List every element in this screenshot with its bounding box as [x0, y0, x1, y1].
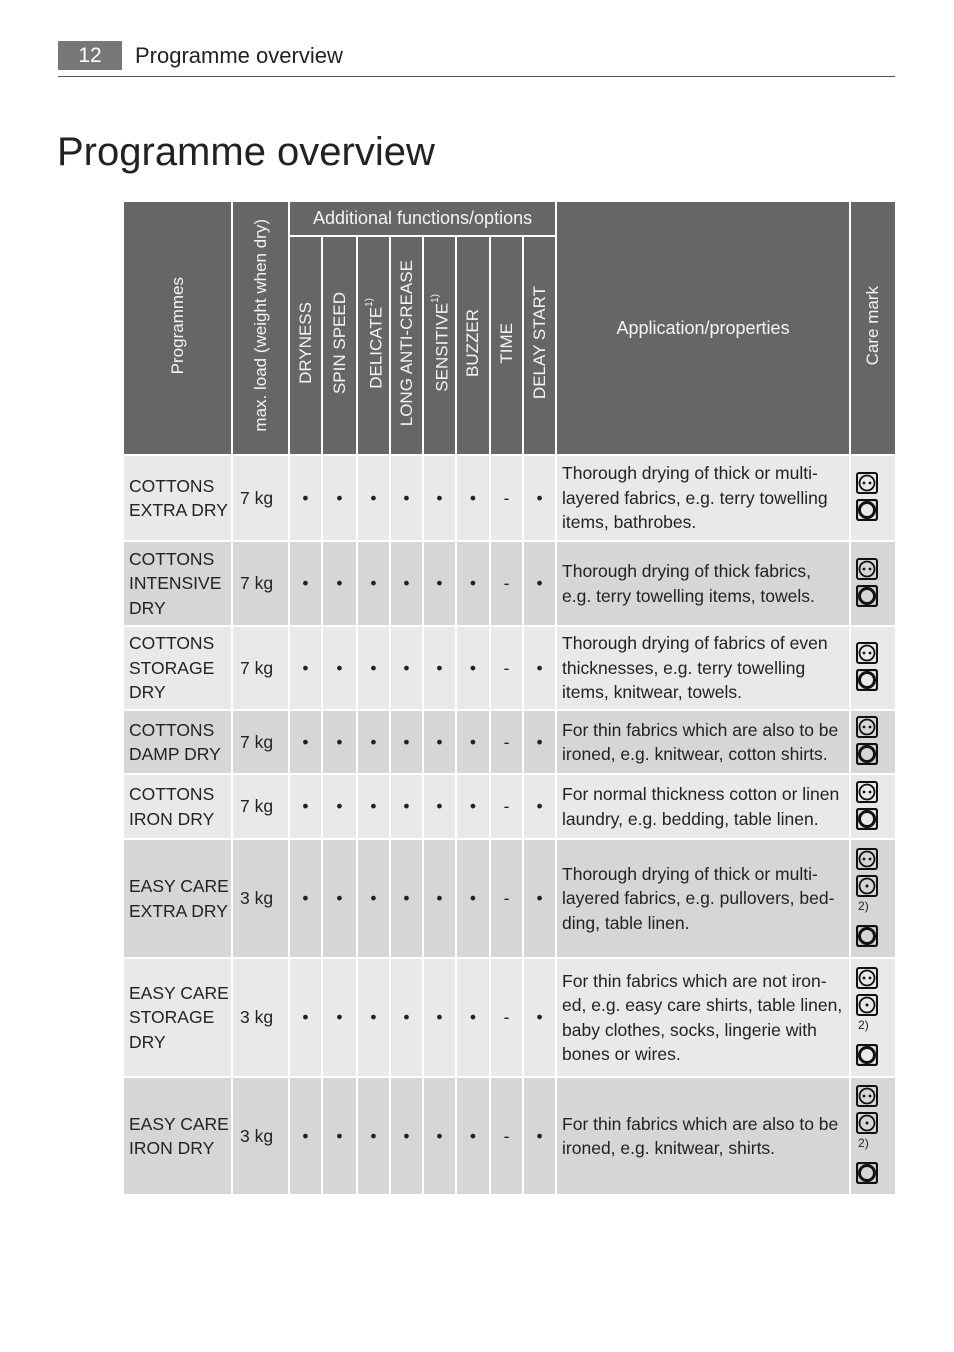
- max-load: 7 kg: [232, 626, 289, 710]
- tumble-dry-icon: [856, 808, 878, 830]
- care-footnote: 2): [858, 1136, 869, 1150]
- option-dryness-cell: •: [289, 626, 322, 710]
- programme-name-line: DRY: [129, 597, 166, 618]
- application-properties: Thorough drying of thick fabrics, e.g. terry towelling items, towels.: [556, 541, 850, 626]
- option-delicate-cell: •: [357, 839, 390, 958]
- programme-name-line: EXTRA DRY: [129, 900, 228, 921]
- tumble-dry-icon: [856, 925, 878, 947]
- tumble-dry-low-heat-icon: [856, 1112, 878, 1134]
- max-load: 3 kg: [232, 1077, 289, 1195]
- option-buzzer-cell: •: [456, 774, 490, 839]
- option-time-cell: -: [490, 1077, 523, 1195]
- option-buzzer-cell: •: [456, 958, 490, 1077]
- option-time-cell: -: [490, 710, 523, 774]
- col-header-programmes: Programmes: [123, 201, 232, 455]
- option-dryness-cell: •: [289, 710, 322, 774]
- tumble-dry-normal-heat-icon: [856, 642, 878, 664]
- option-spin-speed-cell: •: [322, 774, 357, 839]
- option-sensitive-cell: •: [423, 839, 456, 958]
- option-sensitive-cell: •: [423, 958, 456, 1077]
- option-delay-start-cell: •: [523, 774, 556, 839]
- col-header-time: TIME: [490, 236, 523, 455]
- col-header-long-anti-crease: LONG ANTI-CREASE: [390, 236, 423, 455]
- programme-name: [123, 958, 232, 1077]
- option-buzzer-cell: •: [456, 839, 490, 958]
- option-delay-start-cell: •: [523, 626, 556, 710]
- option-delicate-cell: •: [357, 455, 390, 541]
- programme-name-line: EASY CARE: [129, 982, 229, 1003]
- option-time-cell: -: [490, 455, 523, 541]
- tumble-dry-normal-heat-icon: [856, 558, 878, 580]
- col-header-spin-speed: SPIN SPEED: [322, 236, 357, 455]
- option-long-anti-crease-cell: •: [390, 710, 423, 774]
- tumble-dry-normal-heat-icon: [856, 472, 878, 494]
- tumble-dry-icon: [856, 499, 878, 521]
- max-load: 7 kg: [232, 541, 289, 626]
- programme-name: [123, 626, 232, 710]
- programme-name-line: EASY CARE: [129, 876, 229, 896]
- programme-name: [123, 774, 232, 839]
- table-row: [123, 774, 896, 839]
- option-sensitive-cell: •: [423, 541, 456, 626]
- col-header-delay-start: DELAY START: [523, 236, 556, 455]
- option-spin-speed-cell: •: [322, 839, 357, 958]
- option-delay-start-cell: •: [523, 1077, 556, 1195]
- tumble-dry-normal-heat-icon: [856, 1085, 878, 1107]
- max-load: 3 kg: [232, 839, 289, 958]
- option-time-cell: -: [490, 541, 523, 626]
- option-dryness-cell: •: [289, 541, 322, 626]
- care-mark: [850, 626, 896, 710]
- option-delay-start-cell: •: [523, 839, 556, 958]
- option-spin-speed-cell: •: [322, 710, 357, 774]
- programme-name: [123, 710, 232, 774]
- tumble-dry-icon: [856, 1044, 878, 1066]
- option-spin-speed-cell: •: [322, 455, 357, 541]
- programme-name-line: DRY: [129, 682, 166, 703]
- tumble-dry-normal-heat-icon: [856, 716, 878, 738]
- application-properties: For thin fabrics which are also to be ironed, e.g. knitwear, cotton shirts.: [556, 710, 850, 774]
- care-mark: [850, 958, 896, 1077]
- option-long-anti-crease-cell: •: [390, 455, 423, 541]
- programme-name-line: IRON DRY: [129, 1138, 215, 1158]
- option-sensitive-cell: •: [423, 774, 456, 839]
- option-long-anti-crease-cell: •: [390, 774, 423, 839]
- table-row: [123, 1077, 896, 1195]
- option-time-cell: -: [490, 839, 523, 958]
- programme-name: [123, 455, 232, 541]
- programme-name-line: COTTONS: [129, 633, 215, 654]
- table-row: [123, 455, 896, 541]
- programme-name: [123, 541, 232, 626]
- col-header-additional-functions: Additional functions/options: [289, 201, 556, 236]
- page-title: Programme overview: [57, 130, 435, 174]
- programme-name-line: IRON DRY: [129, 808, 215, 829]
- col-header-care-mark: Care mark: [850, 201, 896, 455]
- programme-name-line: EXTRA DRY: [129, 500, 228, 520]
- tumble-dry-icon: [856, 669, 878, 691]
- table-row: [123, 839, 896, 958]
- col-header-dryness: DRYNESS: [289, 236, 322, 455]
- option-long-anti-crease-cell: •: [390, 541, 423, 626]
- tumble-dry-normal-heat-icon: [856, 848, 878, 870]
- option-dryness-cell: •: [289, 1077, 322, 1195]
- programme-name-line: STORAGE: [129, 657, 215, 678]
- application-properties: Thorough drying of thick or multi-layered fabrics, e.g. pullovers, bed-ding, table linen.: [556, 839, 850, 958]
- programme-name-line: COTTONS: [129, 719, 215, 740]
- tumble-dry-low-heat-icon: [856, 994, 878, 1016]
- max-load: 3 kg: [232, 958, 289, 1077]
- option-delicate-cell: •: [357, 774, 390, 839]
- option-delicate-cell: •: [357, 626, 390, 710]
- table-row: [123, 958, 896, 1077]
- option-buzzer-cell: •: [456, 710, 490, 774]
- application-properties: Thorough drying of thick or multi-layered fabrics, e.g. terry towelling items, bathrobes.: [556, 455, 850, 541]
- option-buzzer-cell: •: [456, 626, 490, 710]
- option-buzzer-cell: •: [456, 541, 490, 626]
- option-delay-start-cell: •: [523, 541, 556, 626]
- application-properties: Thorough drying of fabrics of even thicknesses, e.g. terry towelling items, knitwear, towels.: [556, 626, 850, 710]
- table-row: [123, 626, 896, 710]
- tumble-dry-normal-heat-icon: [856, 967, 878, 989]
- col-header-application: Application/properties: [556, 201, 850, 455]
- option-long-anti-crease-cell: •: [390, 626, 423, 710]
- option-spin-speed-cell: •: [322, 1077, 357, 1195]
- option-delay-start-cell: •: [523, 958, 556, 1077]
- option-sensitive-cell: •: [423, 1077, 456, 1195]
- care-mark: [850, 1077, 896, 1195]
- header-section-title: Programme overview: [135, 43, 343, 68]
- programme-name-line: DRY: [129, 1031, 166, 1052]
- max-load: 7 kg: [232, 774, 289, 839]
- page-header: [58, 41, 895, 77]
- option-delicate-cell: •: [357, 541, 390, 626]
- option-dryness-cell: •: [289, 958, 322, 1077]
- care-mark: [850, 455, 896, 541]
- option-spin-speed-cell: •: [322, 541, 357, 626]
- tumble-dry-normal-heat-icon: [856, 781, 878, 803]
- option-dryness-cell: •: [289, 455, 322, 541]
- option-delicate-cell: •: [357, 710, 390, 774]
- option-buzzer-cell: •: [456, 455, 490, 541]
- col-header-buzzer: BUZZER: [456, 236, 490, 455]
- max-load: 7 kg: [232, 455, 289, 541]
- table-row: [123, 541, 896, 626]
- option-time-cell: -: [490, 626, 523, 710]
- tumble-dry-icon: [856, 743, 878, 765]
- table-row: [123, 710, 896, 774]
- care-mark: [850, 774, 896, 839]
- option-sensitive-cell: •: [423, 626, 456, 710]
- care-mark: [850, 541, 896, 626]
- option-buzzer-cell: •: [456, 1077, 490, 1195]
- application-properties: For normal thickness cotton or linen laundry, e.g. bedding, table linen.: [556, 774, 850, 839]
- programme-name: [123, 839, 232, 958]
- programme-name-line: INTENSIVE: [129, 573, 222, 594]
- option-time-cell: -: [490, 774, 523, 839]
- application-properties: For thin fabrics which are not iron-ed, e.g. easy care shirts, table linen, baby clothes, socks, lingerie with bones or wires.: [556, 958, 850, 1077]
- option-time-cell: -: [490, 958, 523, 1077]
- care-footnote: 2): [858, 1017, 869, 1032]
- option-sensitive-cell: •: [423, 455, 456, 541]
- programme-name-line: DAMP DRY: [129, 744, 221, 764]
- option-long-anti-crease-cell: •: [390, 1077, 423, 1195]
- programme-name: [123, 1077, 232, 1195]
- option-spin-speed-cell: •: [322, 958, 357, 1077]
- col-header-delicate: DELICATE$^{1)}$: [357, 236, 390, 455]
- application-properties: For thin fabrics which are also to be ironed, e.g. knitwear, shirts.: [556, 1077, 850, 1195]
- care-mark: [850, 710, 896, 774]
- programme-name-line: COTTONS: [129, 784, 215, 804]
- programme-name-line: COTTONS: [129, 548, 215, 569]
- col-header-sensitive: SENSITIVE$^{1)}$: [423, 236, 456, 455]
- option-delay-start-cell: •: [523, 710, 556, 774]
- option-delicate-cell: •: [357, 958, 390, 1077]
- option-delicate-cell: •: [357, 1077, 390, 1195]
- care-mark: [850, 839, 896, 958]
- programme-name-line: COTTONS: [129, 475, 215, 496]
- option-spin-speed-cell: •: [322, 626, 357, 710]
- option-long-anti-crease-cell: •: [390, 958, 423, 1077]
- programme-name-line: EASY CARE: [129, 1113, 229, 1134]
- option-dryness-cell: •: [289, 774, 322, 839]
- option-dryness-cell: •: [289, 839, 322, 958]
- option-sensitive-cell: •: [423, 710, 456, 774]
- max-load: 7 kg: [232, 710, 289, 774]
- tumble-dry-icon: [856, 585, 878, 607]
- programme-table: [122, 200, 897, 1196]
- tumble-dry-icon: [856, 1162, 878, 1184]
- tumble-dry-low-heat-icon: [856, 875, 878, 897]
- option-delay-start-cell: •: [523, 455, 556, 541]
- page-number: 12: [58, 41, 122, 70]
- col-header-max-load: max. load (weight when dry): [232, 201, 289, 455]
- programme-name-line: STORAGE: [129, 1007, 215, 1028]
- option-long-anti-crease-cell: •: [390, 839, 423, 958]
- care-footnote: 2): [858, 898, 869, 913]
